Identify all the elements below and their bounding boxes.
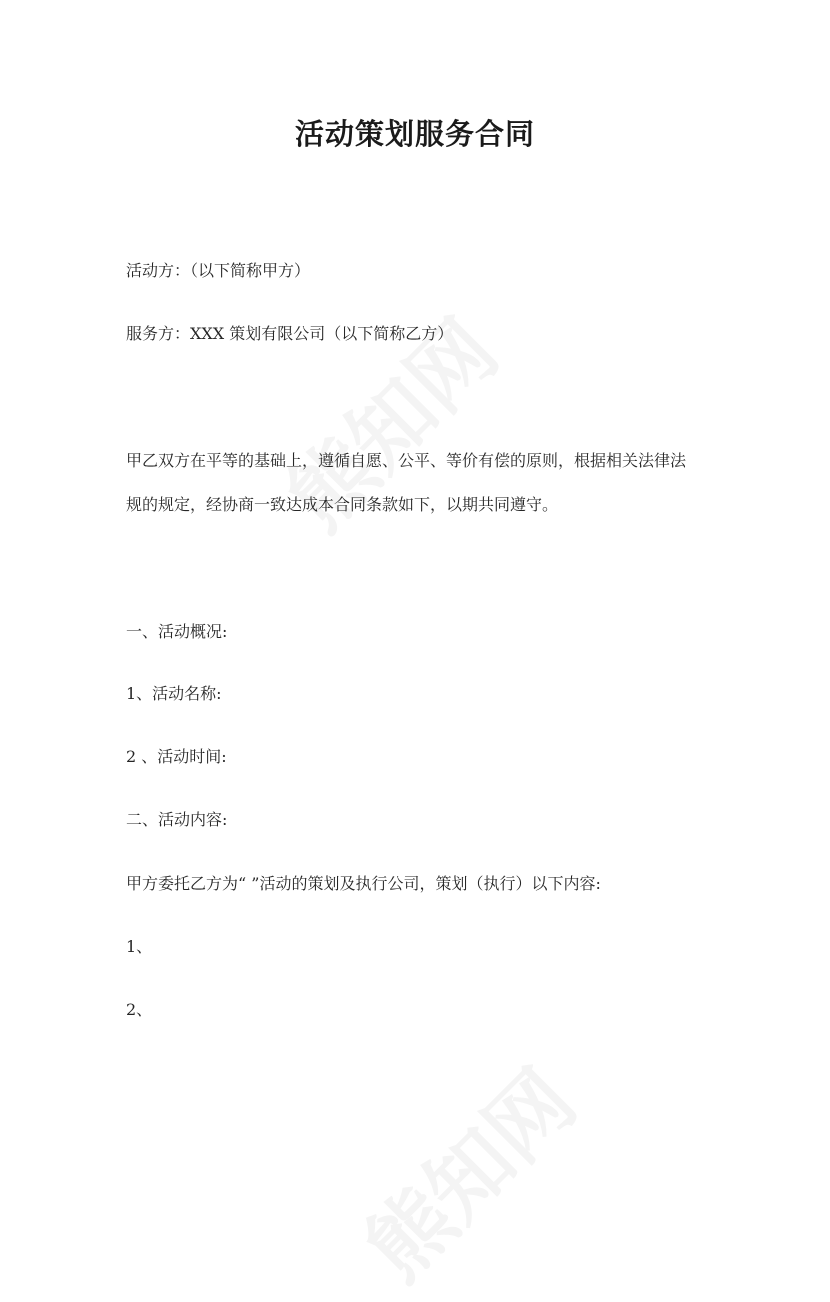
activity-time-item: 2 、活动时间: <box>126 747 227 766</box>
document-title: 活动策划服务合同 <box>294 117 535 151</box>
content-list-item-2: 2、 <box>126 1000 153 1019</box>
content-list-item-1: 1、 <box>126 937 153 956</box>
intro-paragraph-line-1: 甲乙双方在平等的基础上，遵循自愿、公平、等价有偿的原则，根据相关法律法 <box>126 451 687 470</box>
activity-name-item: 1、活动名称: <box>126 684 222 703</box>
content-intro-line: 甲方委托乙方为“ ”活动的策划及执行公司，策划（执行）以下内容: <box>126 874 601 893</box>
section-1-heading: 一、活动概况: <box>126 622 228 641</box>
intro-paragraph-line-2: 规的规定，经协商一致达成本合同条款如下，以期共同遵守。 <box>126 495 559 514</box>
party-a-line: 活动方：（以下简称甲方） <box>126 261 311 280</box>
party-b-line: 服务方：XXX 策划有限公司（以下简称乙方） <box>126 324 454 343</box>
watermark <box>334 1039 598 1302</box>
section-2-heading: 二、活动内容: <box>126 810 228 829</box>
